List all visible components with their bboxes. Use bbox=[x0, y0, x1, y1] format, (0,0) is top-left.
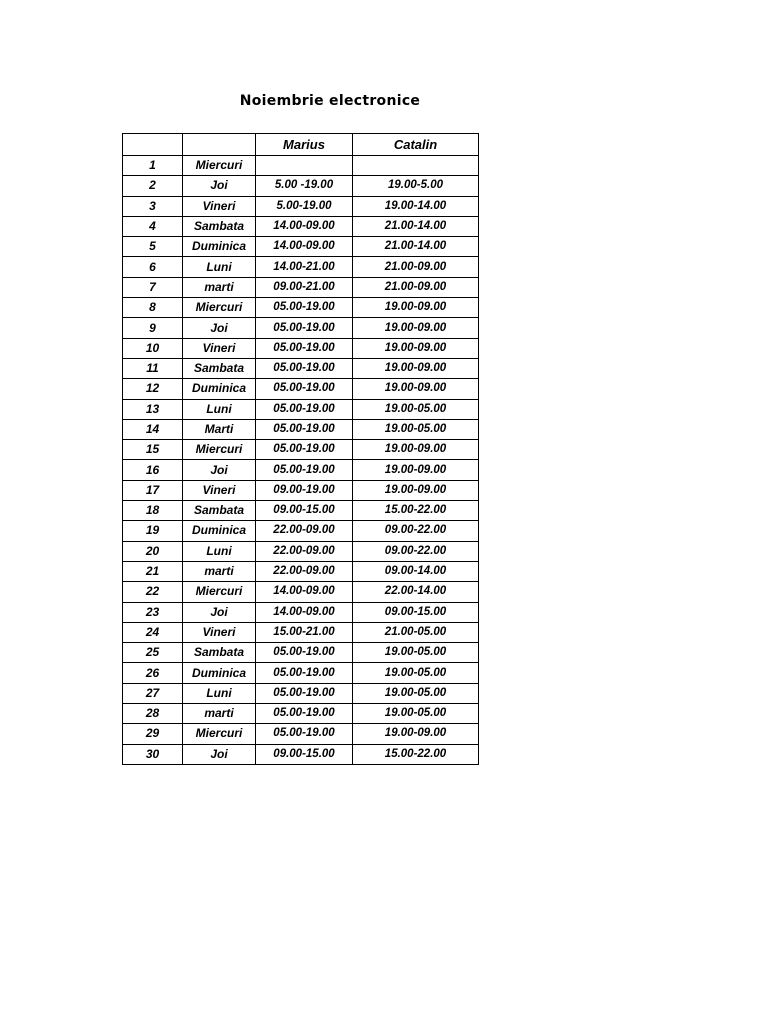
header-day-number bbox=[123, 134, 183, 156]
cell-weekday: marti bbox=[183, 561, 256, 581]
cell-day-number: 22 bbox=[123, 582, 183, 602]
cell-catalin-shift: 19.00-09.00 bbox=[353, 440, 479, 460]
cell-weekday: Joi bbox=[183, 176, 256, 196]
cell-catalin-shift: 15.00-22.00 bbox=[353, 744, 479, 764]
cell-day-number: 13 bbox=[123, 399, 183, 419]
cell-catalin-shift: 21.00-09.00 bbox=[353, 277, 479, 297]
cell-catalin-shift: 09.00-22.00 bbox=[353, 521, 479, 541]
cell-day-number: 25 bbox=[123, 643, 183, 663]
cell-day-number: 21 bbox=[123, 561, 183, 581]
schedule-body bbox=[123, 156, 479, 765]
cell-marius-shift: 09.00-21.00 bbox=[256, 277, 353, 297]
table-row bbox=[123, 216, 479, 236]
cell-catalin-shift: 21.00-05.00 bbox=[353, 622, 479, 642]
table-row bbox=[123, 277, 479, 297]
cell-weekday: Miercuri bbox=[183, 156, 256, 176]
cell-weekday: Sambata bbox=[183, 358, 256, 378]
cell-marius-shift: 09.00-15.00 bbox=[256, 744, 353, 764]
table-row bbox=[123, 501, 479, 521]
cell-marius-shift: 14.00-09.00 bbox=[256, 216, 353, 236]
cell-weekday: Sambata bbox=[183, 216, 256, 236]
cell-marius-shift: 05.00-19.00 bbox=[256, 358, 353, 378]
cell-day-number: 1 bbox=[123, 156, 183, 176]
table-row bbox=[123, 379, 479, 399]
cell-weekday: Joi bbox=[183, 318, 256, 338]
cell-catalin-shift: 19.00-09.00 bbox=[353, 460, 479, 480]
cell-catalin-shift: 19.00-09.00 bbox=[353, 298, 479, 318]
cell-day-number: 18 bbox=[123, 501, 183, 521]
cell-weekday: Joi bbox=[183, 744, 256, 764]
cell-day-number: 26 bbox=[123, 663, 183, 683]
table-row bbox=[123, 318, 479, 338]
cell-marius-shift: 05.00-19.00 bbox=[256, 419, 353, 439]
table-row bbox=[123, 663, 479, 683]
cell-day-number: 17 bbox=[123, 480, 183, 500]
cell-catalin-shift: 19.00-05.00 bbox=[353, 704, 479, 724]
table-row bbox=[123, 298, 479, 318]
table-row bbox=[123, 358, 479, 378]
cell-marius-shift: 05.00-19.00 bbox=[256, 318, 353, 338]
cell-weekday: Miercuri bbox=[183, 440, 256, 460]
cell-day-number: 10 bbox=[123, 338, 183, 358]
cell-marius-shift: 05.00-19.00 bbox=[256, 724, 353, 744]
cell-marius-shift: 14.00-09.00 bbox=[256, 237, 353, 257]
cell-catalin-shift: 21.00-09.00 bbox=[353, 257, 479, 277]
cell-catalin-shift: 19.00-14.00 bbox=[353, 196, 479, 216]
cell-marius-shift: 05.00-19.00 bbox=[256, 683, 353, 703]
cell-weekday: Duminica bbox=[183, 521, 256, 541]
cell-marius-shift: 5.00 -19.00 bbox=[256, 176, 353, 196]
cell-weekday: marti bbox=[183, 704, 256, 724]
cell-day-number: 6 bbox=[123, 257, 183, 277]
document-title: Noiembrie electronice bbox=[239, 93, 421, 109]
cell-catalin-shift: 19.00-05.00 bbox=[353, 419, 479, 439]
cell-catalin-shift bbox=[353, 156, 479, 176]
header-catalin: Catalin bbox=[353, 134, 479, 156]
cell-marius-shift: 22.00-09.00 bbox=[256, 521, 353, 541]
table-row bbox=[123, 419, 479, 439]
cell-weekday: marti bbox=[183, 277, 256, 297]
cell-day-number: 23 bbox=[123, 602, 183, 622]
cell-marius-shift bbox=[256, 156, 353, 176]
cell-catalin-shift: 21.00-14.00 bbox=[353, 216, 479, 236]
cell-marius-shift: 14.00-21.00 bbox=[256, 257, 353, 277]
table-row bbox=[123, 257, 479, 277]
table-row bbox=[123, 561, 479, 581]
cell-marius-shift: 05.00-19.00 bbox=[256, 460, 353, 480]
cell-catalin-shift: 22.00-14.00 bbox=[353, 582, 479, 602]
cell-marius-shift: 5.00-19.00 bbox=[256, 196, 353, 216]
cell-catalin-shift: 19.00-05.00 bbox=[353, 643, 479, 663]
table-row bbox=[123, 156, 479, 176]
cell-catalin-shift: 19.00-5.00 bbox=[353, 176, 479, 196]
cell-day-number: 8 bbox=[123, 298, 183, 318]
table-row bbox=[123, 460, 479, 480]
cell-marius-shift: 15.00-21.00 bbox=[256, 622, 353, 642]
table-row bbox=[123, 338, 479, 358]
table-row bbox=[123, 724, 479, 744]
cell-catalin-shift: 15.00-22.00 bbox=[353, 501, 479, 521]
cell-day-number: 30 bbox=[123, 744, 183, 764]
cell-catalin-shift: 19.00-09.00 bbox=[353, 379, 479, 399]
cell-marius-shift: 22.00-09.00 bbox=[256, 561, 353, 581]
cell-marius-shift: 05.00-19.00 bbox=[256, 338, 353, 358]
cell-weekday: Luni bbox=[183, 541, 256, 561]
table-row bbox=[123, 622, 479, 642]
cell-marius-shift: 05.00-19.00 bbox=[256, 399, 353, 419]
cell-catalin-shift: 19.00-05.00 bbox=[353, 663, 479, 683]
cell-day-number: 15 bbox=[123, 440, 183, 460]
cell-weekday: Duminica bbox=[183, 379, 256, 399]
table-row bbox=[123, 176, 479, 196]
cell-weekday: Duminica bbox=[183, 237, 256, 257]
cell-catalin-shift: 19.00-09.00 bbox=[353, 338, 479, 358]
cell-day-number: 11 bbox=[123, 358, 183, 378]
cell-day-number: 2 bbox=[123, 176, 183, 196]
table-row bbox=[123, 196, 479, 216]
cell-catalin-shift: 09.00-22.00 bbox=[353, 541, 479, 561]
cell-day-number: 3 bbox=[123, 196, 183, 216]
cell-catalin-shift: 09.00-14.00 bbox=[353, 561, 479, 581]
cell-weekday: Vineri bbox=[183, 338, 256, 358]
table-row bbox=[123, 480, 479, 500]
table-row bbox=[123, 541, 479, 561]
schedule-table bbox=[122, 133, 479, 765]
cell-marius-shift: 05.00-19.00 bbox=[256, 663, 353, 683]
cell-day-number: 12 bbox=[123, 379, 183, 399]
cell-day-number: 14 bbox=[123, 419, 183, 439]
cell-marius-shift: 22.00-09.00 bbox=[256, 541, 353, 561]
cell-day-number: 5 bbox=[123, 237, 183, 257]
table-header-row bbox=[123, 134, 479, 156]
cell-marius-shift: 14.00-09.00 bbox=[256, 602, 353, 622]
cell-weekday: Sambata bbox=[183, 501, 256, 521]
cell-day-number: 7 bbox=[123, 277, 183, 297]
cell-weekday: Luni bbox=[183, 399, 256, 419]
cell-catalin-shift: 19.00-09.00 bbox=[353, 318, 479, 338]
table-row bbox=[123, 704, 479, 724]
cell-catalin-shift: 09.00-15.00 bbox=[353, 602, 479, 622]
table-row bbox=[123, 399, 479, 419]
cell-catalin-shift: 19.00-09.00 bbox=[353, 724, 479, 744]
cell-day-number: 9 bbox=[123, 318, 183, 338]
cell-weekday: Miercuri bbox=[183, 298, 256, 318]
cell-weekday: Luni bbox=[183, 257, 256, 277]
cell-day-number: 16 bbox=[123, 460, 183, 480]
cell-weekday: Joi bbox=[183, 602, 256, 622]
table-row bbox=[123, 237, 479, 257]
cell-weekday: Luni bbox=[183, 683, 256, 703]
cell-catalin-shift: 19.00-09.00 bbox=[353, 480, 479, 500]
cell-day-number: 27 bbox=[123, 683, 183, 703]
table-row bbox=[123, 744, 479, 764]
header-weekday bbox=[183, 134, 256, 156]
table-row bbox=[123, 582, 479, 602]
cell-day-number: 28 bbox=[123, 704, 183, 724]
cell-catalin-shift: 19.00-09.00 bbox=[353, 358, 479, 378]
cell-weekday: Miercuri bbox=[183, 582, 256, 602]
cell-day-number: 24 bbox=[123, 622, 183, 642]
cell-catalin-shift: 21.00-14.00 bbox=[353, 237, 479, 257]
cell-catalin-shift: 19.00-05.00 bbox=[353, 399, 479, 419]
cell-weekday: Duminica bbox=[183, 663, 256, 683]
cell-marius-shift: 05.00-19.00 bbox=[256, 643, 353, 663]
cell-marius-shift: 14.00-09.00 bbox=[256, 582, 353, 602]
table-row bbox=[123, 440, 479, 460]
cell-weekday: Marti bbox=[183, 419, 256, 439]
table-row bbox=[123, 643, 479, 663]
cell-marius-shift: 09.00-15.00 bbox=[256, 501, 353, 521]
cell-day-number: 20 bbox=[123, 541, 183, 561]
cell-marius-shift: 05.00-19.00 bbox=[256, 704, 353, 724]
cell-day-number: 19 bbox=[123, 521, 183, 541]
cell-marius-shift: 05.00-19.00 bbox=[256, 298, 353, 318]
cell-weekday: Vineri bbox=[183, 196, 256, 216]
table-row bbox=[123, 683, 479, 703]
table-row bbox=[123, 602, 479, 622]
cell-weekday: Sambata bbox=[183, 643, 256, 663]
table-row bbox=[123, 521, 479, 541]
cell-weekday: Miercuri bbox=[183, 724, 256, 744]
cell-day-number: 4 bbox=[123, 216, 183, 236]
cell-marius-shift: 09.00-19.00 bbox=[256, 480, 353, 500]
header-marius: Marius bbox=[256, 134, 353, 156]
cell-day-number: 29 bbox=[123, 724, 183, 744]
cell-weekday: Joi bbox=[183, 460, 256, 480]
cell-catalin-shift: 19.00-05.00 bbox=[353, 683, 479, 703]
cell-weekday: Vineri bbox=[183, 622, 256, 642]
cell-weekday: Vineri bbox=[183, 480, 256, 500]
cell-marius-shift: 05.00-19.00 bbox=[256, 379, 353, 399]
cell-marius-shift: 05.00-19.00 bbox=[256, 440, 353, 460]
